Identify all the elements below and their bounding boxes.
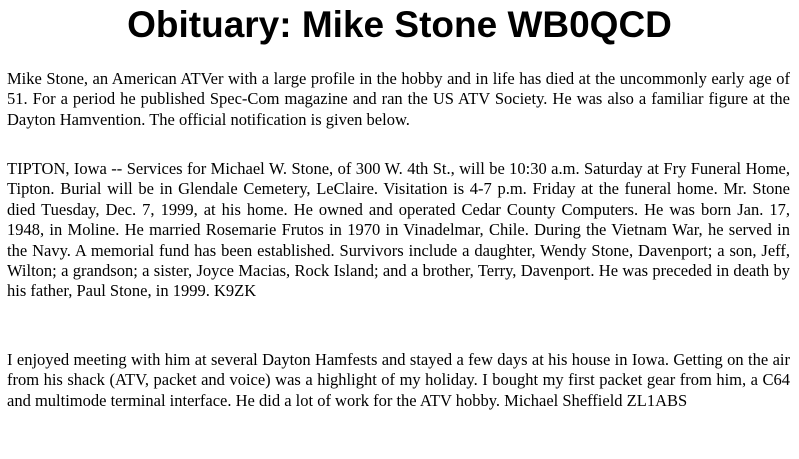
intro-paragraph: Mike Stone, an American ATVer with a large profile in the hobby and in life has died at the uncommonly early age of 51. For a period he published Spec-Com magazine and ran the US ATV Society. He was also a familiar figure at the Dayton Hamvention. The official notification is given below. [7, 69, 790, 129]
personal-tribute-paragraph: I enjoyed meeting with him at several Dayton Hamfests and stayed a few days at his house in Iowa. Getting on the air from his shack (ATV, packet and voice) was a highlight of my holiday. I bought my first packet gear from him, a C64 and multimode terminal interface. He did a lot of work for the ATV hobby. Michael Sheffield ZL1ABS [7, 350, 790, 410]
funeral-notice-paragraph: TIPTON, Iowa -- Services for Michael W. Stone, of 300 W. 4th St., will be 10:30 a.m. Saturday at Fry Funeral Home, Tipton. Burial will be in Glendale Cemetery, LeClaire. Visitation is 4-7 p.m. Friday at the funeral home. Mr. Stone died Tuesday, Dec. 7, 1999, at his home. He owned and operated Cedar County Computers. He was born Jan. 17, 1948, in Moline. He married Rosemarie Frutos in 1970 in Vinadelmar, Chile. During the Vietnam War, he served in the Navy. A memorial fund has been established. Survivors include a daughter, Wendy Stone, Davenport; a son, Jeff, Wilton; a grandson; a sister, Joyce Macias, Rock Island; and a brother, Terry, Davenport. He was preceded in death by his father, Paul Stone, in 1999. K9ZK [7, 159, 790, 301]
page-title: Obituary: Mike Stone WB0QCD [127, 4, 672, 45]
